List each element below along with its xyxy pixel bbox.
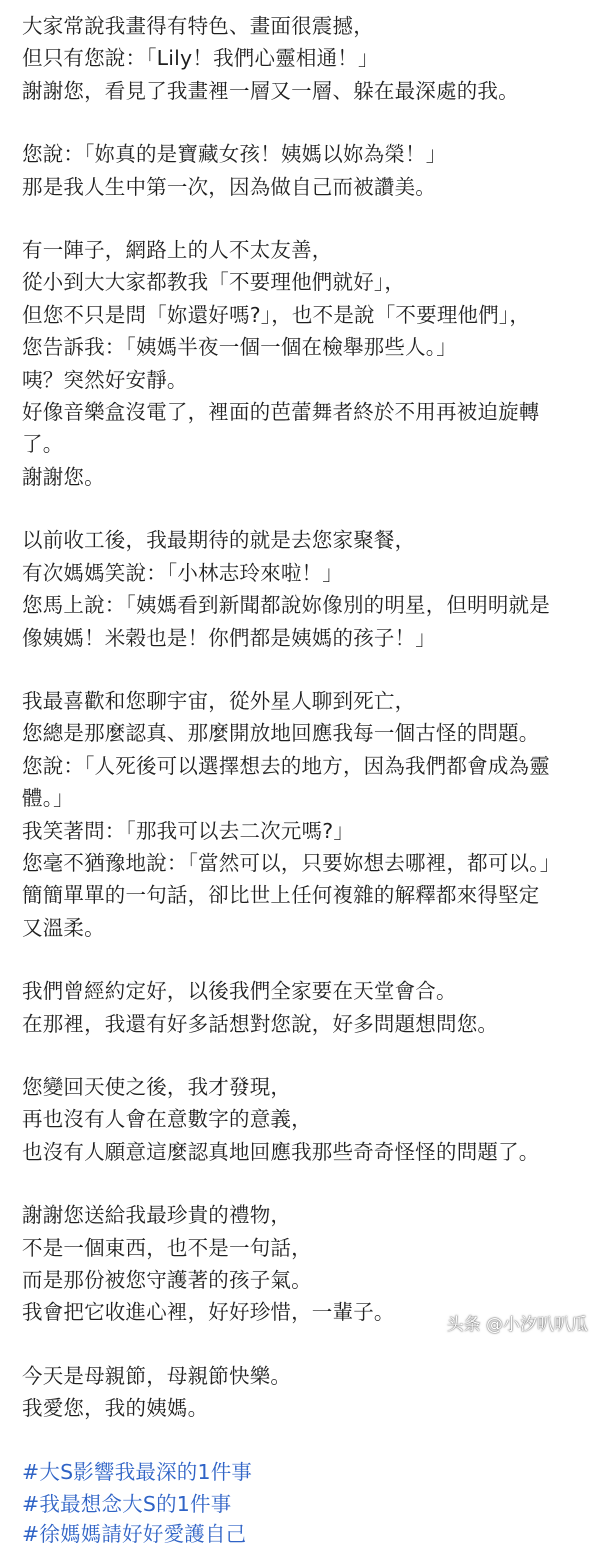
text-line: 我最喜歡和您聊宇宙，從外星人聊到死亡，	[22, 688, 416, 713]
text-line: 從小到大大家都教我「不要理他們就好」，	[22, 270, 406, 295]
text-line: 我們曾經約定好，以後我們全家要在天堂會合。	[22, 979, 457, 1004]
text-line: 您變回天使之後，我才發現，	[22, 1074, 292, 1099]
text-line: 我愛您，我的姨媽。	[22, 1396, 209, 1421]
paragraph	[22, 234, 592, 493]
paragraph	[22, 975, 592, 1040]
text-line: 您毫不猶豫地說：「當然可以，只要妳想去哪裡，都可以。」	[22, 850, 561, 875]
text-line: 也沒有人願意這麼認真地回應我那些奇奇怪怪的問題了。	[22, 1139, 540, 1164]
text-line: 而是那份被您守護著的孩子氣。	[22, 1268, 312, 1292]
paragraph	[22, 685, 592, 944]
text-line: 謝謝您。	[22, 464, 105, 489]
text-line: 有次媽媽笑說：「小林志玲來啦！」	[22, 560, 343, 585]
hashtag-link[interactable]: #我最想念大S的1件事	[22, 1492, 232, 1517]
paragraph	[22, 524, 592, 654]
text-line: 又溫柔。	[22, 915, 105, 940]
text-line: 但只有您說：「Lily！我們心靈相通！」	[22, 46, 379, 71]
text-line: 以前收工後，我最期待的就是去您家聚餐，	[22, 528, 416, 553]
paragraph	[22, 1071, 592, 1168]
hashtag-link[interactable]: #大S影響我最深的1件事	[22, 1459, 253, 1484]
text-line: 今天是母親節，母親節快樂。	[22, 1363, 292, 1388]
text-line: 在那裡，我還有好多話想對您說，好多問題想問您。	[22, 1011, 499, 1036]
hashtag-list	[22, 1456, 592, 1518]
text-line: 再也沒有人會在意數字的意義，	[22, 1107, 312, 1132]
hashtag-link[interactable]: #徐媽媽請好好愛護自己	[22, 1521, 247, 1546]
text-line: 您馬上說：「姨媽看到新聞都說妳像別的明星，但明明就是	[22, 593, 550, 618]
paragraph	[22, 10, 592, 107]
text-line: 謝謝您送給我最珍貴的禮物，	[22, 1203, 292, 1228]
text-line: 了。	[22, 432, 64, 457]
watermark-label: 头条 @小汐叭叭瓜	[446, 1315, 588, 1335]
text-line: 體。」	[22, 786, 74, 811]
text-line: 像姨媽！米榖也是！你們都是姨媽的孩子！」	[22, 625, 436, 650]
text-line: 簡簡單單的一句話，卻比世上任何複雜的解釋都來得堅定	[22, 883, 540, 908]
text-line: 我會把它收進心裡，好好珍惜，一輩子。	[22, 1300, 395, 1325]
post-body	[22, 10, 592, 1546]
text-line: 有一陣子，網路上的人不太友善，	[22, 238, 333, 263]
paragraph	[22, 1360, 592, 1425]
text-line: 不是一個東西，也不是一句話，	[22, 1235, 312, 1260]
text-line: 您說：「妳真的是寶藏女孩！姨媽以妳為榮！」	[22, 142, 447, 167]
paragraph	[22, 138, 592, 203]
text-line: 您告訴我：「姨媽半夜一個一個在檢舉那些人。」	[22, 335, 457, 360]
text-line: 大家常說我畫得有特色、畫面很震撼，	[22, 14, 374, 38]
text-line: 我笑著問：「那我可以去二次元嗎?」	[22, 818, 355, 843]
text-line: 您說：「人死後可以選擇想去的地方，因為我們都會成為靈	[22, 753, 550, 778]
text-line: 您總是那麼認真、那麼開放地回應我每一個古怪的問題。	[22, 721, 540, 746]
text-line: 謝謝您，看見了我畫裡一層又一層、躲在最深處的我。	[22, 78, 519, 103]
text-line: 好像音樂盒沒電了，裡面的芭蕾舞者終於不用再被迫旋轉	[22, 400, 540, 425]
text-line: 咦？突然好安靜。	[22, 367, 188, 392]
text-line: 那是我人生中第一次，因為做自己而被讚美。	[22, 174, 436, 199]
text-line: 但您不只是問「妳還好嗎?」，也不是說「不要理他們」，	[22, 302, 531, 327]
